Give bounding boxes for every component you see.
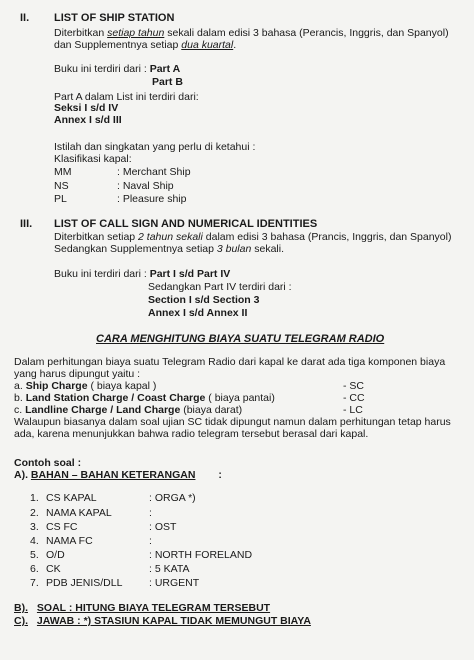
item-value: : 5 KATA xyxy=(149,563,190,575)
item-value: : xyxy=(149,535,152,547)
annex-range-3: Annex I s/d Annex II xyxy=(148,307,248,319)
item-value: : ORGA *) xyxy=(149,492,196,504)
charge-code: - CC xyxy=(343,392,365,404)
charge-letter: a. xyxy=(14,380,26,392)
charge-item xyxy=(14,404,242,416)
text-run: Buku ini terdiri dari : xyxy=(54,63,150,75)
charge-desc: ( biaya kapal ) xyxy=(87,380,157,392)
abbreviation-meaning: : Merchant Ship xyxy=(117,166,191,178)
item-number: 3. xyxy=(30,521,39,533)
charge-name: Ship Charge xyxy=(25,380,88,392)
part-b: Part B xyxy=(152,76,183,88)
part-range: Part I s/d Part IV xyxy=(149,268,231,280)
item-number: 2. xyxy=(30,507,39,519)
section-3-line-1 xyxy=(54,231,451,243)
text-run: Diterbitkan setiap xyxy=(54,231,139,243)
section-2-number: II. xyxy=(20,12,30,24)
text-emphasis: 3 bulan xyxy=(216,243,252,255)
section-2-buku-line xyxy=(54,63,180,75)
text-run: dan Supplementnya setiap xyxy=(54,39,182,51)
charge-code: - SC xyxy=(343,380,364,392)
section-a-label: A). xyxy=(14,469,28,481)
text-run: . xyxy=(233,39,237,51)
sedangkan-text: Sedangkan Part IV terdiri dari : xyxy=(148,281,292,293)
section-b-text: SOAL : HITUNG BIAYA TELEGRAM TERSEBUT xyxy=(36,602,271,614)
cara-heading: CARA MENGHITUNG BIAYA SUATU TELEGRAM RADIO xyxy=(96,333,385,345)
item-number: 7. xyxy=(30,577,39,589)
section-2-line-1 xyxy=(54,27,449,39)
section-a-title: BAHAN – BAHAN KETERANGAN xyxy=(30,469,196,481)
text-run: sekali. xyxy=(251,243,285,255)
charge-name: Landline Charge / Land Charge xyxy=(25,404,181,416)
text-emphasis: setiap tahun xyxy=(107,27,165,39)
charge-name: Land Station Charge / Coast Charge xyxy=(25,392,206,404)
charge-item xyxy=(14,392,275,404)
section-3-number: III. xyxy=(20,218,33,230)
section-b-label: B). xyxy=(14,602,28,614)
item-number: 6. xyxy=(30,563,39,575)
charge-letter: b. xyxy=(14,392,26,404)
abbreviation-code: NS xyxy=(54,180,69,192)
charge-letter: c. xyxy=(14,404,26,416)
text-run: dalam edisi 3 bahasa (Prancis, Inggris, dan Spanyol) xyxy=(202,231,452,243)
section-2-line-2 xyxy=(54,39,236,51)
item-label: NAMA KAPAL xyxy=(46,507,112,519)
item-number: 5. xyxy=(30,549,39,561)
text-emphasis: dua kuartal xyxy=(181,39,234,51)
istilah-text: Istilah dan singkatan yang perlu di ketahui : xyxy=(54,141,256,153)
cara-note-line-2: ada, karena menunjukkan bahwa radio telegram tersebut berasal dari kapal. xyxy=(14,428,369,440)
charge-code: - LC xyxy=(343,404,363,416)
section-c-text: JAWAB : *) STASIUN KAPAL TIDAK MEMUNGUT BIAYA xyxy=(36,615,311,627)
section-c-label: C). xyxy=(14,615,28,627)
charge-desc: (biaya darat) xyxy=(180,404,243,416)
klasifikasi-text: Klasifikasi kapal: xyxy=(54,153,132,165)
item-label: CS FC xyxy=(46,521,78,533)
contoh-title: Contoh soal : xyxy=(14,457,82,469)
charge-item xyxy=(14,380,156,392)
section-2-title: LIST OF SHIP STATION xyxy=(54,12,175,24)
section-range: Section I s/d Section 3 xyxy=(148,294,260,306)
cara-intro-line-2: yang harus dipungut yaitu : xyxy=(14,368,141,380)
section-3-line-2 xyxy=(54,243,284,255)
abbreviation-meaning: : Pleasure ship xyxy=(117,193,187,205)
cara-intro-line-1: Dalam perhitungan biaya suatu Telegram Radio dari kapal ke darat ada tiga komponen biaya xyxy=(14,356,446,368)
item-label: PDB JENIS/DLL xyxy=(46,577,123,589)
section-3-title: LIST OF CALL SIGN AND NUMERICAL IDENTITIES xyxy=(54,218,318,230)
abbreviation-code: MM xyxy=(54,166,72,178)
text-run: Sedangkan Supplementnya setiap xyxy=(54,243,217,255)
item-value: : URGENT xyxy=(149,577,200,589)
text-emphasis: 2 tahun sekali xyxy=(138,231,203,243)
item-value: : NORTH FORELAND xyxy=(149,549,253,561)
text-run: Buku ini terdiri dari : xyxy=(54,268,150,280)
item-value: : xyxy=(149,507,152,519)
item-number: 4. xyxy=(30,535,39,547)
abbreviation-code: PL xyxy=(54,193,67,205)
section-3-buku-line xyxy=(54,268,230,280)
text-run: sekali dalam edisi 3 bahasa (Perancis, Inggris, dan Spanyol) xyxy=(164,27,449,39)
part-a-list-text: Part A dalam List ini terdiri dari: xyxy=(54,91,199,103)
cara-note-line-1: Walaupun biasanya dalam soal ujian SC tidak dipungut namun dalam perhitungan tetap harus xyxy=(14,416,451,428)
item-label: NAMA FC xyxy=(46,535,93,547)
text-run: Diterbitkan xyxy=(54,27,108,39)
item-label: CK xyxy=(46,563,61,575)
item-label: CS KAPAL xyxy=(46,492,97,504)
abbreviation-meaning: : Naval Ship xyxy=(117,180,174,192)
annex-range: Annex I s/d III xyxy=(54,114,122,126)
section-a-colon: : xyxy=(218,469,222,481)
item-label: O/D xyxy=(46,549,65,561)
item-value: : OST xyxy=(149,521,177,533)
charge-desc: ( biaya pantai) xyxy=(205,392,275,404)
seksi-range: Seksi I s/d IV xyxy=(54,102,119,114)
section-a-heading xyxy=(14,469,222,481)
section-b xyxy=(14,602,270,614)
item-number: 1. xyxy=(30,492,39,504)
section-c xyxy=(14,615,311,627)
part-a: Part A xyxy=(149,63,181,75)
